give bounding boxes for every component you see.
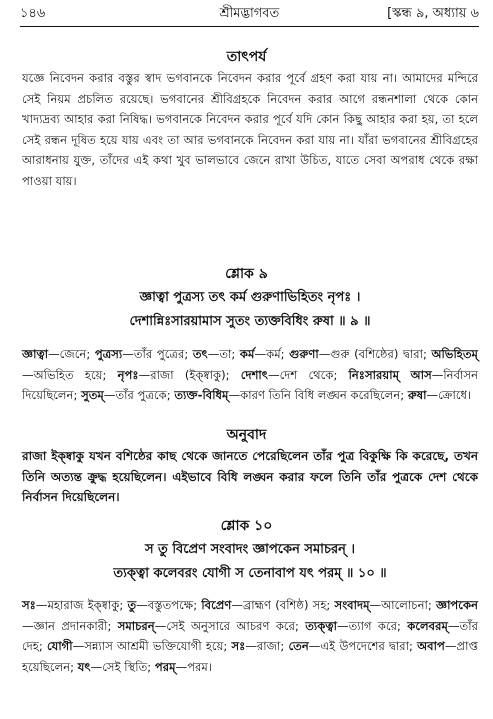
synonym-meaning: —ত্যাগ করে; [336, 618, 408, 633]
sloka-10-verse [30, 538, 470, 586]
sloka-9-heading: শ্লোক ৯ [225, 266, 268, 282]
synonym-meaning: —কারণ তিনি বিধি লঙ্ঘন করেছিলেন; [228, 388, 408, 403]
sloka-10-synonyms [22, 595, 478, 677]
synonym-word: যোগী [46, 639, 73, 654]
synonym-word: জ্ঞাত্বা [22, 347, 49, 361]
synonym-word: ত্যক্ত্বা [305, 618, 337, 633]
translation-text: রাজা ইক্ষ্বাকু যখন বশিষ্ঠের কাছ থেকে জানতে পেরেছিলেন তাঁর পুত্র বিকুক্ষি কি করেছে, তখন তিনি অত্যন্ত ক্রুদ্ধ হয়েছিলেন। এইভাবে বিধি লঙ্ঘন করার ফলে তিনি তাঁর পুত্রকে দেশ থেকে নির্বাসন দিয়েছিলেন। [22, 449, 478, 505]
synonym-meaning: —মহারাজ ইক্ষ্বাকু; [35, 598, 128, 612]
synonym-meaning: —সেই স্থিতি; [90, 659, 155, 674]
synonym-meaning: —তাঁর পুত্রকে; [103, 388, 175, 403]
synonym-meaning: —ব্রাহ্মণ (বশিষ্ঠ) সহ; [231, 598, 335, 612]
synonym-word: যৎ [77, 659, 91, 674]
page-number: ১৪৬ [20, 6, 46, 21]
synonym-meaning: —গুরু (বশিষ্ঠের) দ্বারা; [318, 347, 432, 361]
synonym-word: পরম্ [154, 659, 176, 674]
synonym-word: কলেবরম্ [407, 618, 448, 633]
purport-heading: তাৎপর্য [226, 49, 267, 65]
synonym-word: তেন [288, 639, 309, 654]
sloka-10-line-2: ত্যক্ত্বা কলেবরং যোগী স তেনাবাপ যৎ পরম্ ॥ ১০ ॥ [113, 566, 387, 581]
sloka-10-line-1: স তু বিপ্রেণ সংবাদং জ্ঞাপকেন সমাচরন্ । [144, 542, 356, 557]
synonym-meaning: —দেশ থেকে; [268, 367, 349, 382]
synonym-meaning: —তাঁর পুত্রের; [122, 347, 193, 361]
synonym-meaning: —কর্ম; [254, 347, 290, 361]
sloka-9-line-2: দেশান্নিঃসারয়ামাস সুতং ত্যক্তবিধিং রুষা ॥ ৯ ॥ [129, 314, 371, 329]
synonym-word: রুষা [407, 388, 427, 403]
synonym-word: সঃ [231, 639, 246, 654]
synonym-meaning: —আলোচনা; [369, 598, 436, 612]
synonym-word: ত্যক্ত-বিধিম্ [174, 388, 229, 403]
synonym-word: নৃপঃ [117, 367, 139, 382]
translation-heading: অনুবাদ [226, 427, 267, 443]
sloka-9-line-1: জ্ঞাত্বা পুত্রস্য তৎ কর্ম গুরুণাভিহিতং নৃপঃ । [139, 290, 361, 305]
chapter-reference: [স্কন্ধ ৯, অধ্যায় ৬ [387, 6, 479, 21]
synonym-word: জ্ঞাপকেন [435, 598, 478, 612]
synonym-word: সুতম্ [81, 388, 104, 403]
synonym-meaning: —রাজা (ইক্ষ্বাকু); [138, 367, 241, 382]
synonym-word: নিঃসারয়াম্ আস [348, 367, 432, 382]
synonym-word: তু [127, 598, 137, 612]
synonym-meaning: —অভিহিত হয়ে; [22, 367, 118, 382]
synonym-meaning: —জ্ঞান প্রদানকারী; [22, 618, 118, 633]
synonym-meaning: —বস্তুতপক্ষে; [136, 598, 202, 612]
synonym-word: বিপ্রেণ [201, 598, 232, 612]
synonym-word: অবাপ [417, 639, 445, 654]
synonym-word: দেশাৎ [240, 367, 268, 382]
synonym-meaning: —জেনে; [48, 347, 95, 361]
sloka-9-verse [30, 286, 470, 334]
synonym-meaning: —নির্বাসন দিয়েছিলেন; [22, 367, 478, 403]
book-title: শ্রীমদ্ভাগবত [219, 6, 280, 21]
synonym-word: তৎ [192, 347, 208, 361]
synonym-word: অভিহিতম্ [431, 347, 478, 361]
synonym-meaning: —রাজা; [245, 639, 289, 654]
synonym-meaning: —সেই অনুসারে আচরণ করে; [154, 618, 306, 633]
purport-text: যজ্ঞে নিবেদন করার বস্তুর স্বাদ ভগবানকে নিবেদন করার পূর্বে গ্রহণ করা যায় না। আমাদের মন্দিরে সেই নিয়ম প্রচলিত রয়েছে। ভগবানের শ্রীবিগ্রহকে নিবেদন করার আগে রন্ধনশালা থেকে কোন খাদ্যদ্রব্য আহার করা নিষিদ্ধ। ভগবানকে নিবেদন করার পূর্বে যদি কোন কিছু আহার করা হয়, তা হলে সেই রন্ধন দূষিত হয়ে যায় এবং তা আর ভগবানকে নিবেদন করা যায় না। যাঁরা ভগবানের শ্রীবিগ্রহের আরাধনায় যুক্ত, তাঁদের এই কথা খুব ভালভাবে জেনে রাখা উচিত, যাতে সেবা অপরাধ থেকে রক্ষা পাওয়া যায়। [22, 71, 478, 188]
synonym-meaning: —সন্ন্যাস আশ্রমী ভক্তিযোগী হয়ে; [72, 639, 232, 654]
synonym-word: গুরুণা [289, 347, 319, 361]
synonym-meaning: —এই উপদেশের দ্বারা; [308, 639, 418, 654]
page-header [20, 3, 479, 25]
synonym-word: সঃ [22, 598, 36, 612]
synonym-meaning: —তা; [207, 347, 240, 361]
synonym-meaning: —পরম। [175, 659, 213, 674]
synonym-word: সমাচরন্ [117, 618, 155, 633]
synonym-meaning: —তাঁর দেহ; [22, 618, 478, 654]
synonym-word: পুত্রস্য [94, 347, 123, 361]
synonym-word: সংবাদম্ [334, 598, 370, 612]
header-rule [20, 26, 479, 27]
synonym-meaning: —ক্রোধে। [426, 388, 472, 403]
sloka-10-heading: শ্লোক ১০ [220, 518, 273, 534]
sloka-9-synonyms [22, 344, 478, 406]
synonym-meaning: —প্রাপ্ত হয়েছিলেন; [22, 639, 478, 674]
synonym-word: কর্ম [239, 347, 255, 361]
